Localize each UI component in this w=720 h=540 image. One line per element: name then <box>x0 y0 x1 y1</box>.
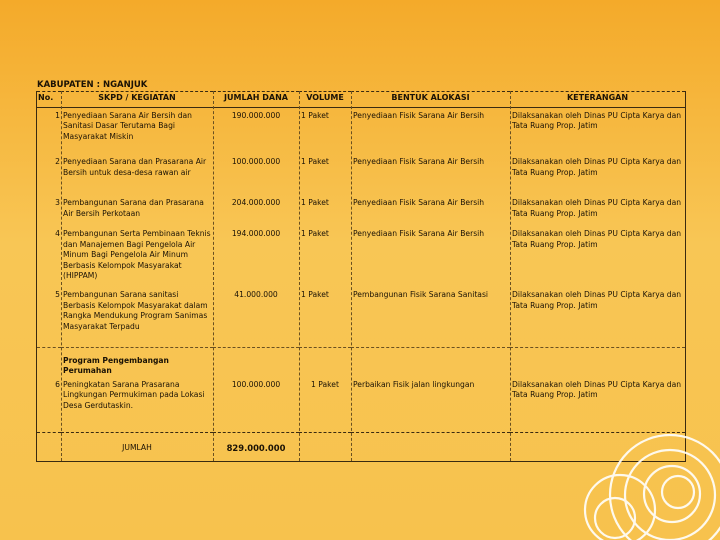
row-keterangan: Dilaksanakan oleh Dinas PU Cipta Karya dan Tata Ruang Prop. Jatim <box>512 229 682 249</box>
row-dana: 194.000.000 <box>231 229 281 239</box>
section-row <box>37 347 685 377</box>
section-empty <box>213 347 299 377</box>
row-dana: 190.000.000 <box>231 110 281 120</box>
kabupaten-label: KABUPATEN : NGANJUK <box>37 80 148 90</box>
row-bentuk: Pembangunan Fisik Sarana Sanitasi <box>351 287 510 347</box>
section-title: Program Pengembangan Perumahan <box>63 355 169 376</box>
row-bentuk: Penyediaan Fisik Sarana Air Bersih <box>353 198 485 208</box>
table-row <box>37 287 685 347</box>
total-value: 829.000.000 <box>213 433 299 465</box>
table-row <box>37 226 685 287</box>
row-kegiatan: Peningkatan Sarana Prasarana Lingkungan Permukiman pada Lokasi Desa Gerdutaskin. <box>63 379 205 410</box>
section-empty <box>510 347 685 377</box>
table-row <box>37 195 685 226</box>
ring-middle <box>625 450 715 540</box>
row-bentuk: Penyediaan Fisik Sarana Air Bersih <box>353 157 485 167</box>
row-dana: 204.000.000 <box>231 198 281 208</box>
row-no: 6 <box>55 379 60 389</box>
header-volume: VOLUME <box>299 92 351 108</box>
column-divider <box>351 91 352 461</box>
header-row <box>37 92 685 108</box>
row-keterangan: Dilaksanakan oleh Dinas PU Cipta Karya dan Tata Ruang Prop. Jatim <box>512 110 682 131</box>
row-keterangan: Dilaksanakan oleh Dinas PU Cipta Karya dan Tata Ruang Prop. Jatim <box>510 287 685 347</box>
row-keterangan: Dilaksanakan oleh Dinas PU Cipta Karya dan Tata Ruang Prop. Jatim <box>512 198 682 218</box>
row-kegiatan: Pembangunan Sarana sanitasi Berbasis Kelompok Masyarakat dalam Rangka Mendukung Program Sanimas Masyarakat Terpadu <box>61 287 213 347</box>
row-bentuk: Perbaikan Fisik jalan lingkungan <box>353 379 475 389</box>
total-empty <box>299 433 351 465</box>
total-empty <box>37 433 61 465</box>
table-row <box>37 107 685 154</box>
section-empty <box>351 347 510 377</box>
section-no <box>37 347 61 377</box>
row-no: 2 <box>55 157 60 167</box>
column-divider <box>510 91 511 461</box>
row-dana: 100.000.000 <box>231 157 281 167</box>
row-no: 4 <box>55 229 60 239</box>
row-volume: 1 Paket <box>299 287 351 347</box>
total-empty <box>351 433 510 465</box>
row-bentuk: Penyediaan Fisik Sarana Air Bersih <box>353 110 485 120</box>
ring-core <box>662 476 694 508</box>
ring-left <box>585 475 655 540</box>
row-kegiatan: Penyediaan Sarana dan Prasarana Air Bersih untuk desa-desa rawan air <box>63 157 207 177</box>
header-bentuk: BENTUK ALOKASI <box>351 92 510 108</box>
row-keterangan: Dilaksanakan oleh Dinas PU Cipta Karya dan Tata Ruang Prop. Jatim <box>512 157 682 177</box>
row-no: 5 <box>37 287 61 347</box>
header-no: No. <box>37 92 61 108</box>
row-kegiatan: Pembangunan Sarana dan Prasarana Air Bersih Perkotaan <box>63 198 204 218</box>
ring-inner <box>644 466 700 522</box>
decorative-rings-graphic <box>560 400 720 540</box>
row-volume: 1 Paket <box>301 157 329 167</box>
row-volume: 1 Paket <box>301 110 329 120</box>
table-row <box>37 154 685 195</box>
header-dana: JUMLAH DANA <box>213 92 299 108</box>
row-volume: 1 Paket <box>311 379 339 389</box>
row-volume: 1 Paket <box>301 198 329 208</box>
row-kegiatan: Penyediaan Sarana Air Bersih dan Sanitasi Dasar Terutama Bagi Masyarakat Miskin <box>63 110 192 141</box>
row-no: 3 <box>55 198 60 208</box>
total-label: JUMLAH <box>61 433 213 465</box>
header-keterangan: KETERANGAN <box>510 92 685 108</box>
row-dana: 100.000.000 <box>231 379 281 389</box>
section-empty <box>299 347 351 377</box>
row-kegiatan: Pembangunan Serta Pembinaan Teknis dan Manajemen Bagi Pengelola Air Minum Bagi Pengelola Air Minum Berbasis Kelompok Masyarakat (HIPPAM) <box>63 229 211 281</box>
column-divider <box>299 91 300 461</box>
row-dana: 41.000.000 <box>213 287 299 347</box>
column-divider <box>61 91 62 461</box>
header-kegiatan: SKPD / KEGIATAN <box>61 92 213 108</box>
row-bentuk: Penyediaan Fisik Sarana Air Bersih <box>353 229 485 239</box>
column-divider <box>213 91 214 461</box>
row-keterangan: Dilaksanakan oleh Dinas PU Cipta Karya dan Tata Ruang Prop. Jatim <box>512 379 682 400</box>
row-no: 1 <box>55 110 60 120</box>
row-volume: 1 Paket <box>301 229 329 239</box>
